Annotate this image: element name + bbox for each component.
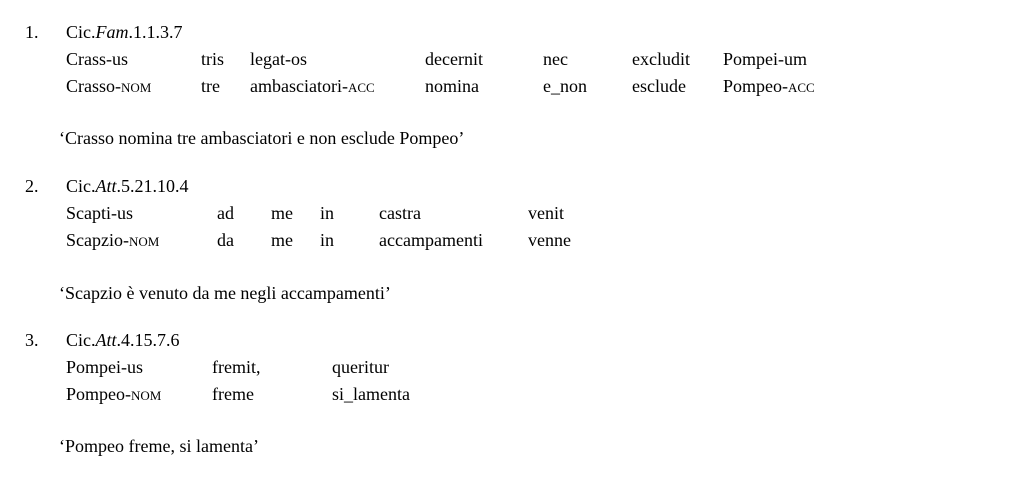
translation: ‘Pompeo freme, si lamenta’ xyxy=(59,436,259,456)
latin-word: Pompei-um xyxy=(723,49,807,69)
gloss-line xyxy=(0,76,1024,98)
latin-word: ad xyxy=(217,203,234,223)
example-number: 1. xyxy=(25,22,39,42)
gloss-word: Pompeo-nom xyxy=(66,384,162,404)
latin-word: queritur xyxy=(332,357,389,377)
example-number: 2. xyxy=(25,176,39,196)
latin-word: Crass-us xyxy=(66,49,128,69)
case-tag: acc xyxy=(788,76,815,96)
latin-line xyxy=(0,357,1024,379)
latin-word: tris xyxy=(201,49,225,69)
example-number: 3. xyxy=(25,330,39,350)
latin-word: excludit xyxy=(632,49,690,69)
latin-word: me xyxy=(271,203,293,223)
latin-word: fremit, xyxy=(212,357,261,377)
example-source: Cic.Fam.1.1.3.7 xyxy=(66,22,183,42)
example-source: Cic.Att.4.15.7.6 xyxy=(66,330,180,350)
gloss-word: esclude xyxy=(632,76,686,96)
case-tag: nom xyxy=(128,230,160,250)
example-source: Cic.Att.5.21.10.4 xyxy=(66,176,189,196)
gloss-word: Scapzio-nom xyxy=(66,230,160,250)
latin-line xyxy=(0,203,1024,225)
translation: ‘Scapzio è venuto da me negli accampamenti’ xyxy=(59,283,391,303)
latin-word: Scapti-us xyxy=(66,203,133,223)
latin-word: in xyxy=(320,203,335,223)
gloss-word: nomina xyxy=(425,76,479,96)
latin-word: castra xyxy=(379,203,421,223)
gloss-line xyxy=(0,384,1024,406)
gloss-word: freme xyxy=(212,384,254,404)
latin-word: legat-os xyxy=(250,49,307,69)
gloss-word: ambasciatori-acc xyxy=(250,76,375,96)
translation: ‘Crasso nomina tre ambasciatori e non esclude Pompeo’ xyxy=(59,128,465,148)
gloss-word: Pompeo-acc xyxy=(723,76,815,96)
gloss-line xyxy=(0,230,1024,252)
gloss-word: si_lamenta xyxy=(332,384,410,404)
case-tag: nom xyxy=(131,384,162,404)
latin-word: Pompei-us xyxy=(66,357,144,377)
latin-line xyxy=(0,49,1024,71)
gloss-word: Crasso-nom xyxy=(66,76,152,96)
latin-word: venit xyxy=(528,203,564,223)
gloss-word: me xyxy=(271,230,293,250)
latin-word: nec xyxy=(543,49,568,69)
gloss-word: accampamenti xyxy=(379,230,483,250)
gloss-word: da xyxy=(217,230,234,250)
case-tag: acc xyxy=(347,76,375,96)
gloss-word: venne xyxy=(528,230,571,250)
case-tag: nom xyxy=(121,76,152,96)
latin-word: decernit xyxy=(425,49,483,69)
gloss-word: tre xyxy=(201,76,220,96)
gloss-word: in xyxy=(320,230,335,250)
gloss-word: e_non xyxy=(543,76,587,96)
